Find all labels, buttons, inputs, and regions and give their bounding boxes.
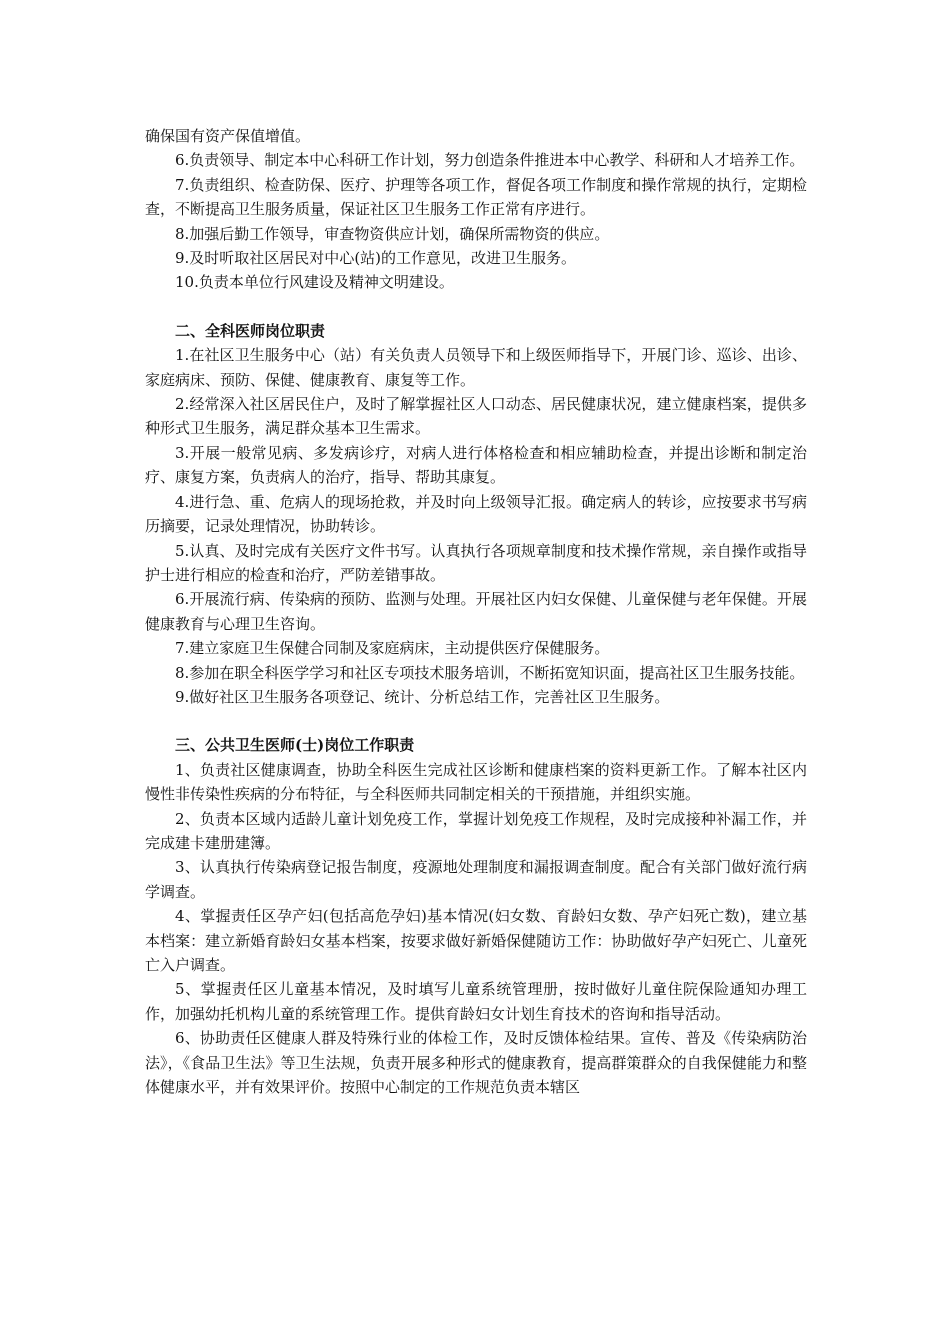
list-item: 7.负责组织、检查防保、医疗、护理等各项工作，督促各项工作制度和操作常规的执行，定期检查，不断提高卫生服务质量，保证社区卫生服务工作正常有序进行。 <box>145 175 807 219</box>
list-item: 8.参加在职全科医学学习和社区专项技术服务培训，不断拓宽知识面，提高社区卫生服务技能。 <box>175 663 805 682</box>
list-item: 6.开展流行病、传染病的预防、监测与处理。开展社区内妇女保健、儿童保健与老年保健。开展健康教育与心理卫生咨询。 <box>145 590 807 633</box>
list-item: 3.开展一般常见病、多发病诊疗，对病人进行体格检查和相应辅助检查，并提出诊断和制定治疗、康复方案，负责病人的治疗，指导、帮助其康复。 <box>145 443 807 487</box>
list-item: 3、认真执行传染病登记报告制度，疫源地处理制度和漏报调查制度。配合有关部门做好流行病学调查。 <box>145 858 807 901</box>
list-item: 1.在社区卫生服务中心（站）有关负责人员领导下和上级医师指导下，开展门诊、巡诊、出诊、家庭病床、预防、保健、健康教育、康复等工作。 <box>145 346 807 389</box>
list-item: 8.加强后勤工作领导，审查物资供应计划，确保所需物资的供应。 <box>175 224 610 243</box>
list-item: 4.进行急、重、危病人的现场抢救，并及时向上级领导汇报。确定病人的转诊，应按要求书写病历摘要，记录处理情况，协助转诊。 <box>145 492 807 536</box>
list-item: 5、掌握责任区儿童基本情况，及时填写儿童系统管理册，按时做好儿童住院保险通知办理工作，加强幼托机构儿童的系统管理工作。提供育龄妇女计划生育技术的咨询和指导活动。 <box>145 980 807 1023</box>
list-item: 9.及时听取社区居民对中心(站)的工作意见，改进卫生服务。 <box>175 249 577 268</box>
list-item: 2、负责本区域内适龄儿童计划免疫工作，掌握计划免疫工作规程，及时完成接种补漏工作，并完成建卡建册建簿。 <box>145 809 807 852</box>
list-item: 1、负责社区健康调查，协助全科医生完成社区诊断和健康档案的资料更新工作。了解本社区内慢性非传染性疾病的分布特征，与全科医师共同制定相关的干预措施，并组织实施。 <box>145 760 807 804</box>
list-item: 4、掌握责任区孕产妇(包括高危孕妇)基本情况(妇女数、育龄妇女数、孕产妇死亡数)，建立基本档案：建立新婚育龄妇女基本档案，按要求做好新婚保健随访工作：协助做好孕产妇死亡、儿童死亡入户调查。 <box>145 907 807 974</box>
section-heading-public-health-physician: 三、公共卫生医师(士)岗位工作职责 <box>175 736 415 755</box>
list-item: 2.经常深入社区居民住户，及时了解掌握社区人口动态、居民健康状况，建立健康档案，提供多种形式卫生服务，满足群众基本卫生需求。 <box>145 395 807 438</box>
list-item: 5.认真、及时完成有关医疗文件书写。认真执行各项规章制度和技术操作常规，亲自操作或指导护士进行相应的检查和治疗，严防差错事故。 <box>145 541 807 584</box>
list-item: 6.负责领导、制定本中心科研工作计划，努力创造条件推进本中心教学、科研和人才培养工作。 <box>175 151 805 170</box>
continuation-paragraph: 确保国有资产保值增值。 <box>145 127 311 145</box>
document-page <box>145 124 807 1099</box>
section-heading-general-practitioner: 二、全科医师岗位职责 <box>175 321 326 340</box>
list-item: 10.负责本单位行风建设及精神文明建设。 <box>175 273 454 292</box>
list-item: 9.做好社区卫生服务各项登记、统计、分析总结工作，完善社区卫生服务。 <box>175 687 670 706</box>
list-item: 7.建立家庭卫生保健合同制及家庭病床，主动提供医疗保健服务。 <box>175 639 610 658</box>
list-item: 6、协助责任区健康人群及特殊行业的体检工作，及时反馈体检结果。宣传、普及《传染病防治法》，《食品卫生法》等卫生法规，负责开展多种形式的健康教育，提高群策群众的自我保健能力和整体健康水平，并有效果评价。按照中心制定的工作规范负责本辖区 <box>145 1029 807 1097</box>
